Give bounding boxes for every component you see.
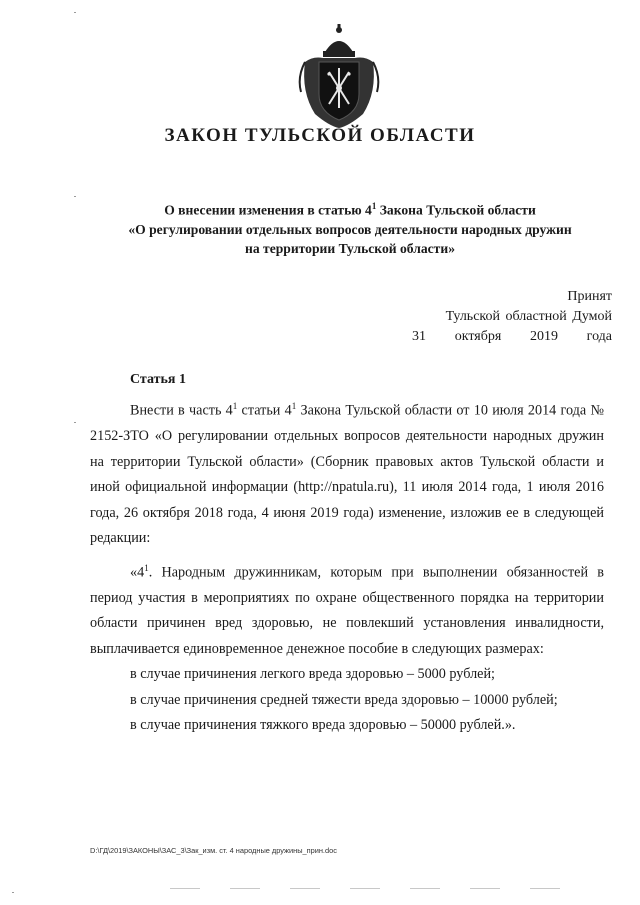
coat-of-arms-emblem: [295, 22, 383, 130]
list-item: в случае причинения средней тяжести вреда здоровью – 10000 рублей;: [130, 691, 558, 708]
document-title: ЗАКОН ТУЛЬСКОЙ ОБЛАСТИ: [164, 125, 476, 146]
scan-artifact: [74, 196, 76, 197]
adoption-block: [412, 287, 612, 347]
scan-artifact-line: [170, 888, 590, 889]
list-item: в случае причинения легкого вреда здоровью – 5000 рублей;: [130, 666, 495, 683]
file-path-footer: D:\ГД\2019\ЗАКОНЫ\ЗАС_3\Зак_изм. ст. 4 народные дружины_прин.doc: [90, 846, 337, 855]
document-subtitle: О внесении изменения в статью $4^1$ Закона Тульской области «О регулировании отдельных вопросов деятельности народных дружин на территории Тульской области»: [128, 201, 572, 256]
scan-artifact: [74, 12, 76, 13]
adopted-label: Принят: [567, 289, 612, 304]
adoption-date: 31 октября 2019 года: [412, 329, 612, 344]
article-heading: Статья 1: [130, 372, 186, 387]
list-item: в случае причинения тяжкого вреда здоровью – 50000 рублей.».: [130, 717, 516, 734]
scan-artifact: [12, 892, 14, 893]
article-intro: Внести в часть $4^1$ статьи $4^1$ Закона Тульской области от 10 июля 2014 года № 2152-ЗТО «О регулировании отдельных вопросов деятельности народных дружин на территории Тульской области» (Сборник правовых актов Тульской области и иной официальной информации (http://npatula.ru), 11 июля 2014 года, 1 июля 2016 года, 26 октября 2018 года, 4 июня 2019 года) изменение, изложив ее в следующей редакции:: [90, 401, 604, 547]
article-quote: «$4^1$. Народным дружинникам, которым при выполнении обязанностей в период участия в мероприятиях по охране общественного порядка на территории области причинен вред здоровью, не повлекший установления инвалидности, выплачивается единовременное денежное пособие в следующих размерах:: [90, 562, 604, 657]
scan-artifact: [74, 422, 76, 423]
adopted-by: Тульской областной Думой: [445, 309, 612, 324]
article-body: [90, 394, 604, 739]
